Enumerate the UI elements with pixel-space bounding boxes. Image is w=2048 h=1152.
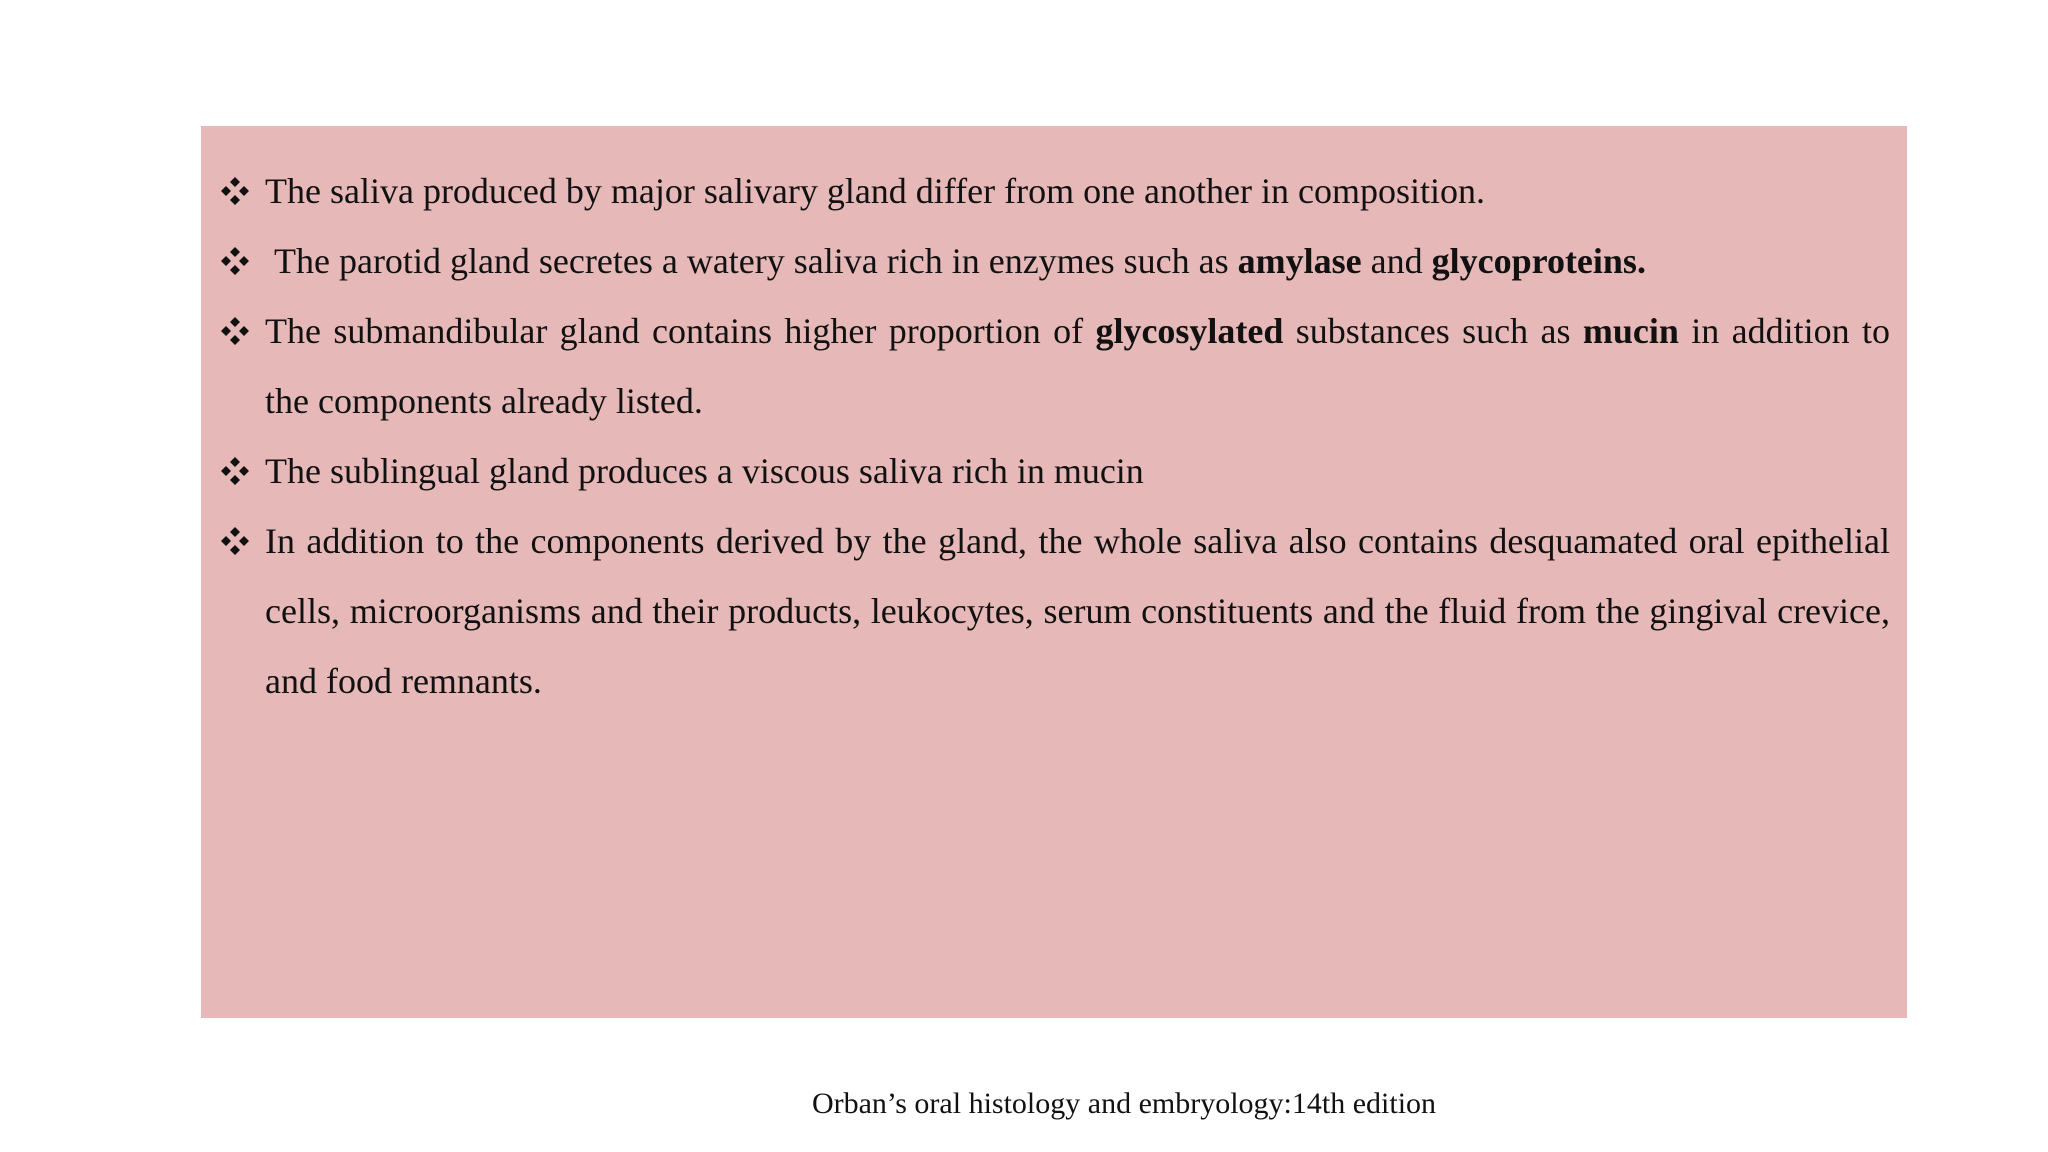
- content-box: [201, 126, 1907, 1018]
- bullet-4-segment-1: The sublingual gland produces a viscous saliva rich in mucin: [265, 451, 1144, 491]
- bullet-item-2: [201, 226, 1907, 296]
- four-diamond-bullet-icon: [220, 316, 250, 346]
- bullet-3-segment-5: in addition to the components already listed.: [265, 311, 1890, 421]
- four-diamond-bullet-icon: [220, 456, 250, 486]
- bullet-item-5: [201, 506, 1907, 716]
- bullet-text-4: [265, 451, 1144, 491]
- bullet-3-segment-1: The submandibular gland contains higher proportion of: [265, 311, 1096, 351]
- bullet-item-3: [201, 296, 1907, 436]
- bullet-3-segment-3: substances such as: [1283, 311, 1583, 351]
- bullet-5-segment-1: In addition to the components derived by the gland, the whole saliva also contains desquamated oral epithelial cells, microorganisms and their products, leukocytes, serum constituents and the fluid from the gingival crevice, and food remnants.: [265, 521, 1890, 701]
- bullet-2-term-glycoproteins: glycoproteins.: [1431, 241, 1646, 281]
- bullet-2-segment-3: and: [1361, 241, 1432, 281]
- bullet-3-term-mucin: mucin: [1582, 311, 1679, 351]
- four-diamond-bullet-icon: [220, 246, 250, 276]
- four-diamond-bullet-icon: [220, 176, 250, 206]
- bullet-text-5: [265, 521, 1890, 701]
- four-diamond-bullet-icon: [220, 526, 250, 556]
- bullet-list: [201, 156, 1907, 716]
- bullet-item-1: [201, 156, 1907, 226]
- bullet-item-4: [201, 436, 1907, 506]
- bullet-2-term-amylase: amylase: [1237, 241, 1362, 281]
- bullet-3-term-glycosylated: glycosylated: [1095, 311, 1284, 351]
- bullet-text-1: [265, 171, 1485, 211]
- citation: Orban’s oral histology and embryology:14th edition: [811, 1087, 1437, 1120]
- bullet-1-segment-1: The saliva produced by major salivary gland differ from one another in composition.: [265, 171, 1485, 211]
- bullet-text-3: [265, 311, 1890, 421]
- bullet-2-segment-1: The parotid gland secretes a watery saliva rich in enzymes such as: [265, 241, 1238, 281]
- bullet-text-2: [265, 241, 1646, 281]
